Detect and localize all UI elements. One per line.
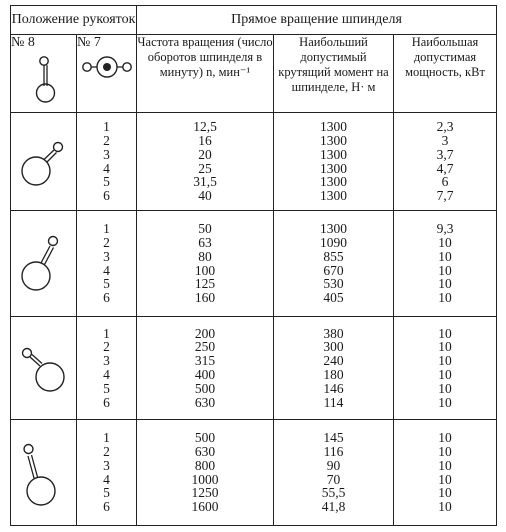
table-row-group-3	[11, 317, 497, 420]
table-cell-value: 10	[438, 394, 452, 410]
table-cell-value: 10	[438, 430, 452, 446]
speed-column-header	[137, 35, 274, 113]
table-cell-value: 630	[194, 394, 216, 410]
direct-rotation-header: Прямое вращение шпинделя	[137, 6, 497, 35]
table-cell-value: 670	[323, 262, 344, 278]
table-cell-value: 1	[103, 221, 110, 237]
table-cell-value: 180	[323, 367, 344, 382]
table-cell-value: 50	[198, 221, 212, 237]
table-cell-value: 10	[438, 380, 452, 396]
table-cell-value: 3	[103, 353, 110, 369]
speeds-cell-group-3	[137, 317, 274, 420]
table-cell-value: 500	[194, 430, 216, 446]
table-cell-value: 4	[103, 471, 110, 487]
handle-8-header	[11, 35, 77, 113]
table-row-group-4	[11, 420, 497, 526]
handle-8-label: № 8	[11, 35, 35, 50]
table-cell-value: 3	[103, 146, 110, 162]
table-cell-value: 405	[323, 290, 344, 306]
table-cell-value: 1300	[320, 160, 347, 176]
torques-list	[274, 222, 393, 305]
table-cell-value: 4	[103, 367, 110, 382]
table-cell-value: 2	[103, 443, 110, 459]
table-cell-value: 10	[438, 248, 452, 264]
table-cell-value: 6	[103, 394, 110, 410]
table-cell-value: 2	[103, 339, 110, 355]
speeds-list	[137, 120, 273, 203]
table-cell-value: 315	[194, 353, 216, 369]
table-cell-value: 1	[103, 430, 110, 446]
table-cell-value: 4,7	[436, 160, 454, 176]
table-row-group-2	[11, 211, 497, 317]
table-cell-value: 10	[438, 367, 452, 382]
table-cell-value: 200	[194, 325, 216, 341]
power-column-header: Наибольшая допустимая мощность, кВт	[394, 35, 497, 113]
table-cell-value: 1300	[320, 132, 347, 148]
powers-cell-group-4	[394, 420, 497, 526]
table-cell-value: 2	[103, 132, 110, 148]
table-cell-value: 855	[323, 248, 344, 264]
torques-list	[274, 120, 393, 203]
handle-8-position-2	[11, 211, 77, 317]
torques-cell-group-4	[274, 420, 394, 526]
table-cell-value: 380	[323, 325, 344, 341]
handle-8-position-4	[11, 420, 77, 526]
table-cell-value: 500	[194, 380, 216, 396]
table-cell-value: 125	[194, 276, 216, 292]
table-cell-value: 10	[438, 234, 452, 250]
positions-list	[77, 431, 136, 514]
table-cell-value: 800	[194, 457, 216, 473]
table-row-group-1	[11, 113, 497, 211]
table-cell-value: 1300	[320, 146, 347, 162]
table-cell-value: 10	[438, 339, 452, 355]
table-cell-value: 146	[323, 380, 344, 396]
table-cell-value: 2,3	[436, 119, 454, 135]
torque-column-header: Наибольший допустимый крутящий момент на шпинделе, Н· м	[274, 35, 394, 113]
table-cell-value: 1	[103, 119, 110, 135]
table-cell-value: 145	[323, 430, 344, 446]
speeds-cell-group-1	[137, 113, 274, 211]
table-cell-value: 6	[103, 499, 110, 515]
table-cell-value: 160	[194, 290, 216, 306]
header-row-columns	[11, 35, 497, 113]
table-cell-value: 10	[438, 325, 452, 341]
table-cell-value: 1300	[320, 174, 347, 190]
table-cell-value: 1	[103, 325, 110, 341]
powers-list	[394, 431, 496, 514]
table-cell-value: 31,5	[193, 174, 217, 190]
table-cell-value: 1250	[191, 485, 219, 501]
table-cell-value: 7,7	[436, 188, 454, 204]
handle-7-header	[77, 35, 137, 113]
table-cell-value: 6	[441, 174, 449, 190]
handle-8-position-1-icon	[16, 129, 72, 189]
handle-8-position-4-icon	[16, 431, 72, 509]
table-cell-value: 10	[438, 457, 452, 473]
table-cell-value: 70	[326, 471, 341, 487]
table-cell-value: 63	[198, 234, 212, 250]
table-cell-value: 10	[438, 276, 452, 292]
torques-cell-group-3	[274, 317, 394, 420]
speed-unit-label: n, мин⁻¹	[206, 65, 251, 79]
handle-8-position-2-icon	[16, 228, 72, 294]
handle-7-knob-icon	[80, 53, 134, 81]
torques-list	[274, 327, 393, 410]
table-cell-value: 20	[198, 146, 212, 162]
positions-cell-group-4	[77, 420, 137, 526]
table-cell-value: 5	[103, 485, 110, 501]
table-cell-value: 3	[103, 457, 110, 473]
table-cell-value: 10	[438, 353, 452, 369]
table-cell-value: 1300	[320, 221, 347, 237]
powers-list	[394, 327, 496, 410]
powers-cell-group-1	[394, 113, 497, 211]
table-cell-value: 1300	[320, 119, 347, 135]
table-cell-value: 3	[441, 132, 449, 148]
table-cell-value: 5	[103, 380, 110, 396]
table-cell-value: 400	[194, 367, 216, 382]
torques-cell-group-1	[274, 113, 394, 211]
speeds-list	[137, 222, 273, 305]
positions-cell-group-1	[77, 113, 137, 211]
speed-column-title: Частота вращения (число оборотов шпинделя в минуту)	[137, 35, 273, 79]
table-cell-value: 25	[198, 160, 212, 176]
powers-cell-group-2	[394, 211, 497, 317]
table-cell-value: 1090	[320, 234, 347, 250]
table-cell-value: 12,5	[193, 119, 217, 135]
table-cell-value: 530	[323, 276, 344, 292]
table-cell-value: 630	[194, 443, 216, 459]
torques-list	[274, 431, 393, 514]
table-cell-value: 114	[323, 394, 344, 410]
table-cell-value: 5	[103, 174, 110, 190]
speeds-cell-group-2	[137, 211, 274, 317]
spindle-speed-table	[10, 5, 497, 526]
table-cell-value: 4	[103, 262, 110, 278]
handle-7-label: № 7	[77, 35, 101, 50]
table-cell-value: 10	[438, 443, 452, 459]
table-cell-value: 90	[326, 457, 341, 473]
table-cell-value: 10	[438, 262, 452, 278]
table-cell-value: 40	[198, 188, 212, 204]
table-cell-value: 250	[194, 339, 216, 355]
handle-8-position-3-icon	[16, 335, 72, 397]
table-cell-value: 3	[103, 248, 110, 264]
table-cell-value: 41,8	[321, 499, 346, 515]
table-cell-value: 6	[103, 290, 110, 306]
header-row-top	[11, 6, 497, 35]
handle-8-knob-icon	[24, 53, 64, 105]
speeds-list	[137, 327, 273, 410]
powers-cell-group-3	[394, 317, 497, 420]
table-cell-value: 6	[103, 188, 110, 204]
table-cell-value: 4	[103, 160, 110, 176]
positions-list	[77, 120, 136, 203]
speeds-list	[137, 431, 273, 514]
handle-position-header: Положение рукояток	[11, 6, 137, 35]
table-cell-value: 55,5	[321, 485, 346, 501]
table-cell-value: 1300	[320, 188, 347, 204]
table-cell-value: 80	[198, 248, 212, 264]
table-cell-value: 10	[438, 485, 452, 501]
table-cell-value: 5	[103, 276, 110, 292]
table-cell-value: 10	[438, 290, 452, 306]
table-cell-value: 100	[194, 262, 216, 278]
speeds-cell-group-4	[137, 420, 274, 526]
table-cell-value: 240	[323, 353, 344, 369]
positions-list	[77, 222, 136, 305]
handle-8-position-1	[11, 113, 77, 211]
handle-8-position-3	[11, 317, 77, 420]
table-cell-value: 1600	[191, 499, 219, 515]
table-cell-value: 300	[323, 339, 344, 355]
table-cell-value: 10	[438, 499, 452, 515]
positions-cell-group-2	[77, 211, 137, 317]
table-cell-value: 2	[103, 234, 110, 250]
table-cell-value: 16	[198, 132, 212, 148]
table-cell-value: 116	[323, 443, 344, 459]
powers-list	[394, 120, 496, 203]
powers-list	[394, 222, 496, 305]
torques-cell-group-2	[274, 211, 394, 317]
table-cell-value: 9,3	[436, 221, 454, 237]
positions-cell-group-3	[77, 317, 137, 420]
table-cell-value: 3,7	[436, 146, 454, 162]
table-cell-value: 10	[438, 471, 452, 487]
positions-list	[77, 327, 136, 410]
table-cell-value: 1000	[191, 471, 219, 487]
